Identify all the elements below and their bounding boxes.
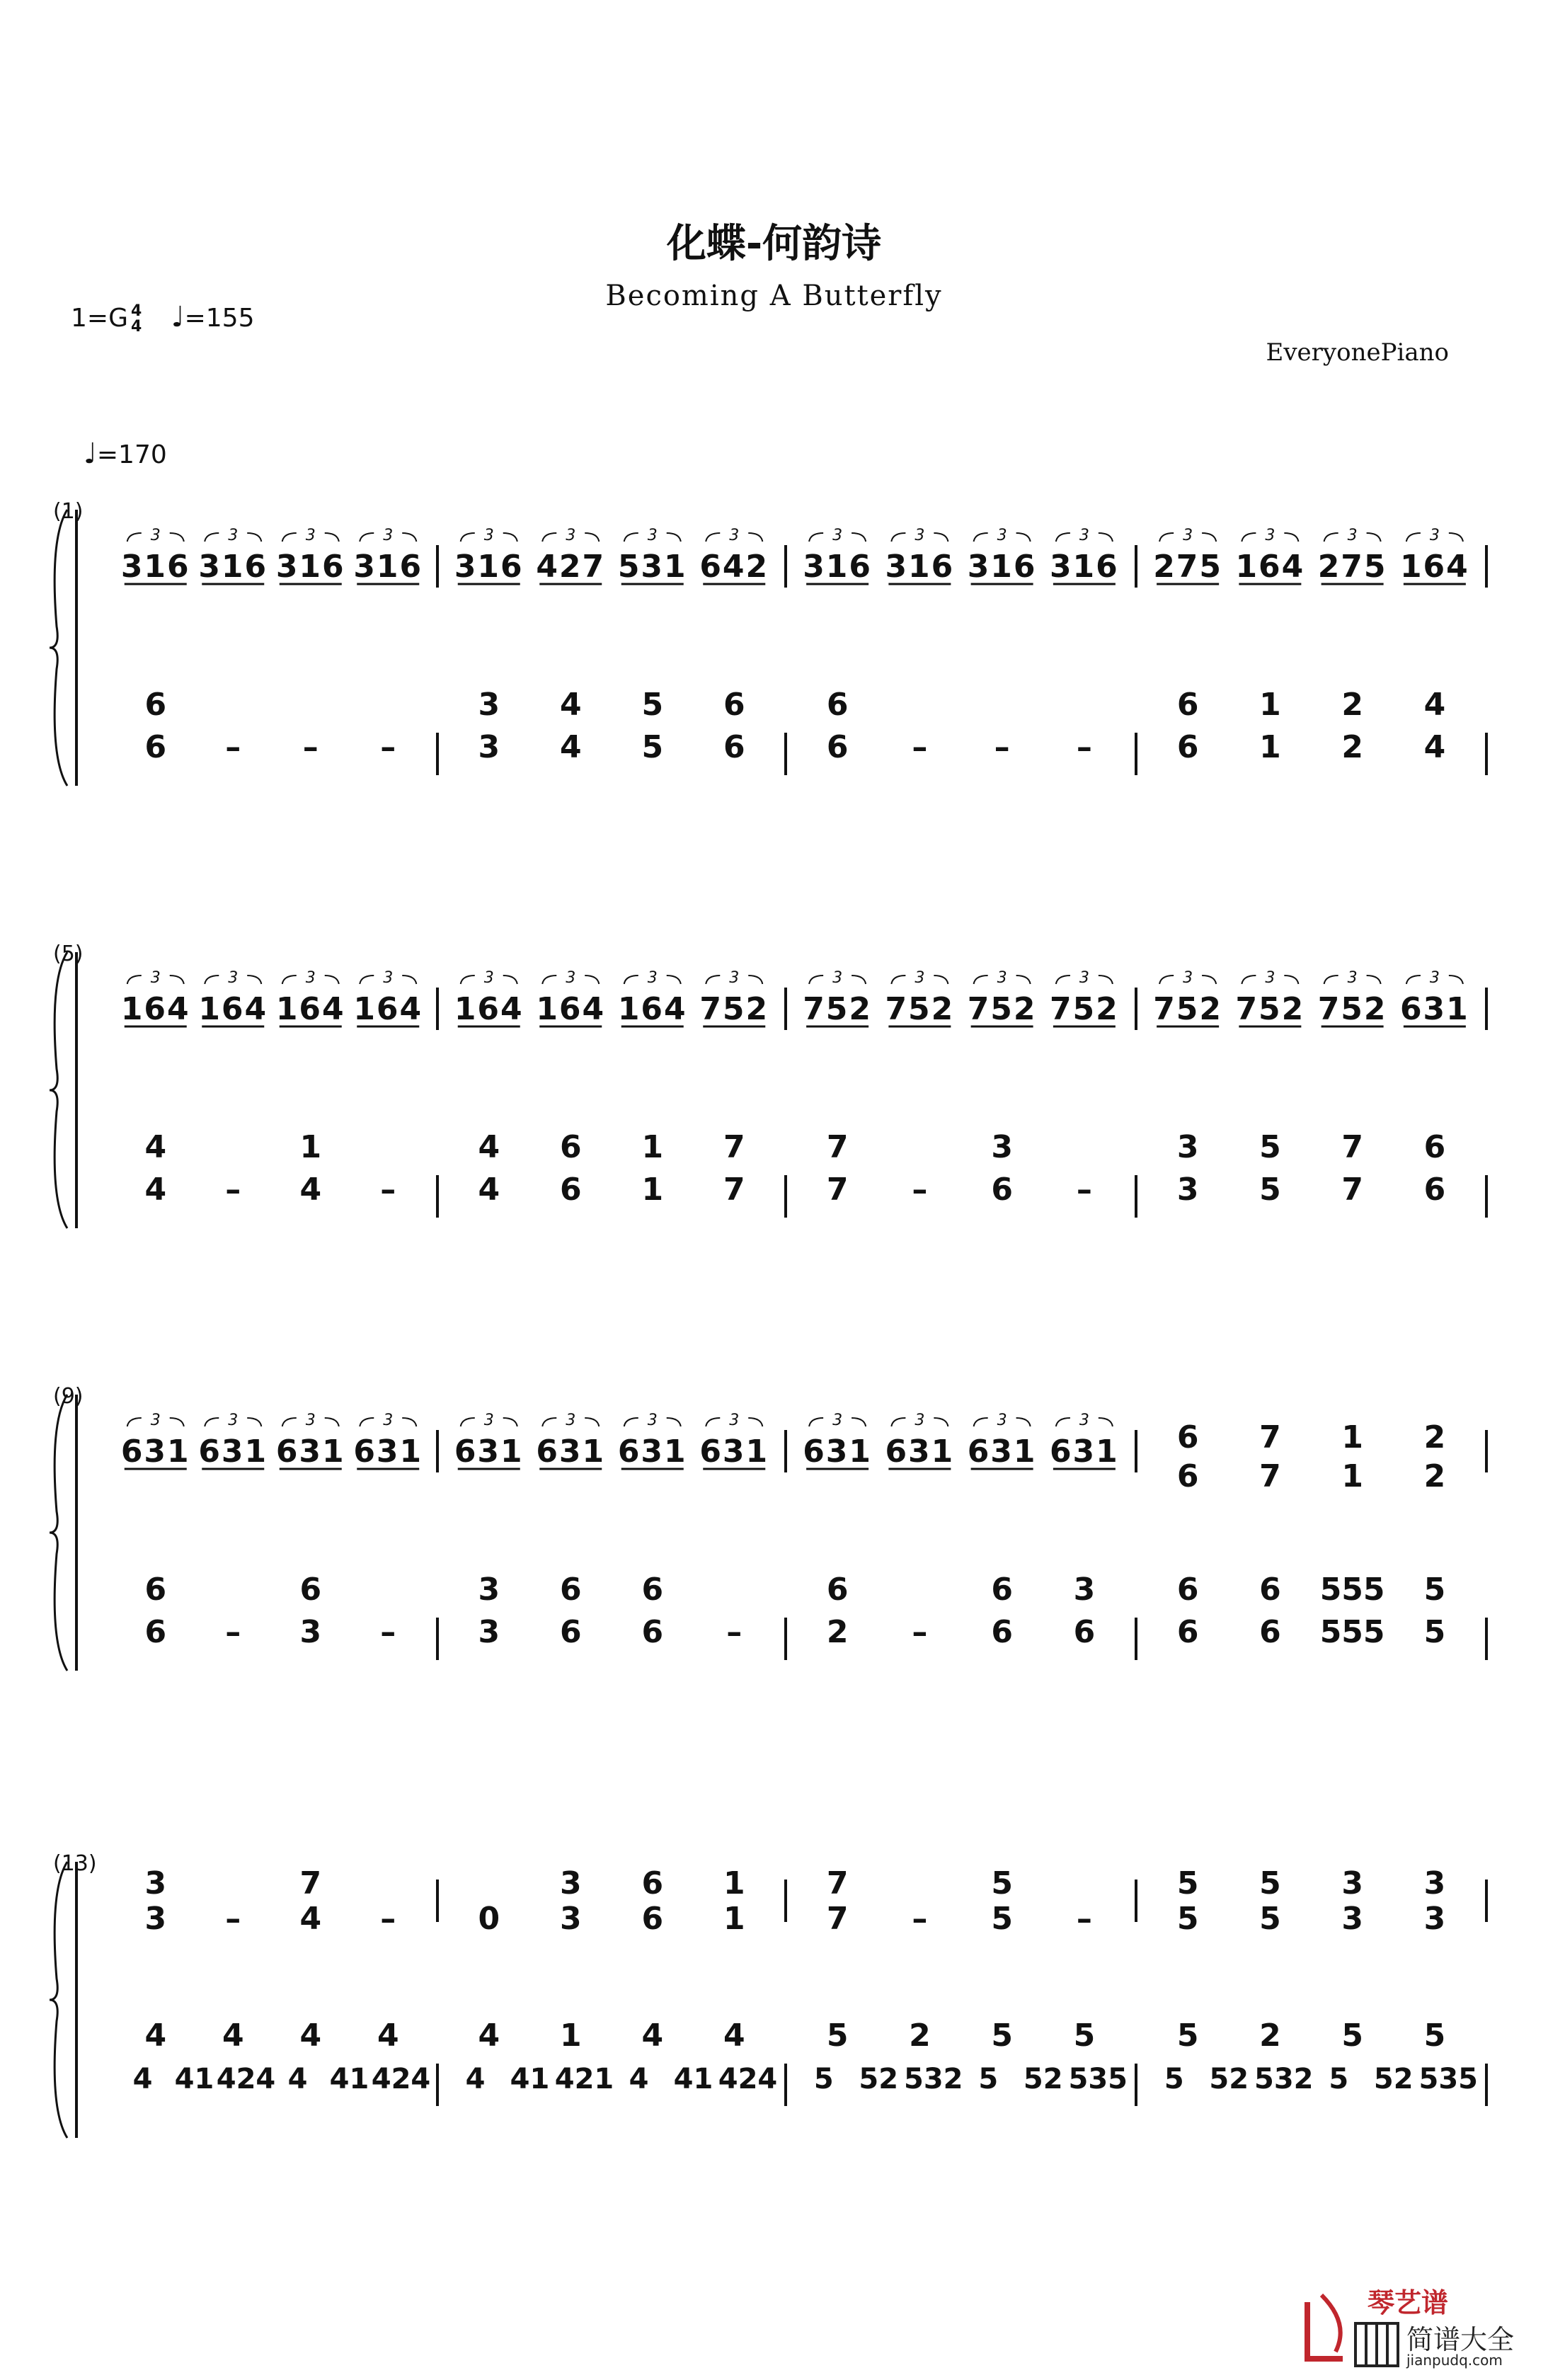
bass-note: 6 [723,729,745,765]
bass-note-group: 424 [216,2063,276,2095]
note-group: 316 [967,549,1037,585]
score-subtitle: Becoming A Butterfly [605,280,943,312]
bass-note: 6 [641,1614,664,1650]
note: 7 [299,1865,322,1901]
note-group: 164 [275,991,345,1027]
note: 5 [1176,1865,1199,1901]
bass-note: 7 [826,1129,849,1165]
triplet-number: 3 [566,969,576,987]
bass-note-group: 532 [904,2063,963,2095]
note-group: 752 [803,991,873,1027]
bass-note: 4 [222,2018,244,2054]
triplet-number: 3 [832,1412,843,1429]
note-group: 631 [454,1434,524,1470]
note-group: 531 [617,549,687,585]
bass-note-group: 424 [371,2063,431,2095]
triplet-number: 3 [997,969,1007,987]
bass-note-group: 535 [1068,2063,1128,2095]
bass-note: 6 [826,729,849,765]
triplet-number: 3 [1429,527,1440,544]
note: 6 [1176,1458,1199,1494]
bass-note: 4 [299,2018,322,2054]
triplet-number: 3 [1265,527,1275,544]
note: 1 [723,1901,745,1937]
note: 7 [1259,1419,1281,1455]
system-label-13: (13) [53,1851,97,1876]
bass-note: 4 [559,729,582,765]
bass-note-group: 41 [174,2063,214,2095]
bass-note: 4 [478,1172,500,1208]
bass-note: 4 [723,2018,745,2054]
quarter-note-icon: ♩ [84,437,97,470]
note: – [380,1901,396,1937]
note-group: 164 [1235,549,1305,585]
bass-note: 7 [723,1129,745,1165]
note: 6 [641,1901,664,1937]
triplet-number: 3 [150,969,161,987]
triplet-number: 3 [150,527,161,544]
triplet-number: 3 [1183,969,1193,987]
note-group: 164 [120,991,190,1027]
bass-note: 6 [1176,729,1199,765]
note: 3 [1423,1865,1446,1901]
arranger-credit: EveryonePiano [1266,338,1449,367]
bass-note: 6 [1423,1129,1446,1165]
bass-note: 6 [144,687,167,723]
bass-note-group: 5 [1164,2063,1184,2095]
note: 4 [299,1901,322,1937]
note: 6 [1176,1419,1199,1455]
watermark-url: jianpudq.com [1406,2352,1503,2369]
bass-note: 3 [478,729,500,765]
system-label-5: (5) [53,942,84,966]
system-brace [50,952,67,1228]
bass-note: 3 [1176,1129,1199,1165]
note: 3 [1341,1901,1363,1937]
bass-note: 6 [1176,1614,1199,1650]
bass-note: 5 [1259,1129,1281,1165]
bass-note: 6 [144,1614,167,1650]
triplet-number: 3 [997,527,1007,544]
note: 0 [478,1901,500,1937]
bass-note: – [1076,729,1092,765]
triplet-number: 3 [228,1412,239,1429]
triplet-number: 3 [228,527,239,544]
bass-note: – [225,1172,241,1208]
note: 3 [1423,1901,1446,1937]
note-group: 631 [803,1434,873,1470]
bass-note-group: 421 [554,2063,614,2095]
note-group: 752 [885,991,955,1027]
note-group: 164 [454,991,524,1027]
bass-note-group: 52 [1373,2063,1414,2095]
note: 3 [144,1901,167,1937]
triplet-number: 3 [566,1412,576,1429]
bass-note: 5 [641,687,664,723]
bass-note-group: 535 [1418,2063,1478,2095]
note: 2 [1423,1458,1446,1494]
bass-note-group: 5 [813,2063,834,2095]
bass-note: 2 [1341,729,1363,765]
bass-note: – [380,729,396,765]
bass-note: 1 [559,2018,582,2054]
triplet-number: 3 [1429,969,1440,987]
bass-note: 3 [299,1614,322,1650]
triplet-number: 3 [305,969,316,987]
note-group: 316 [275,549,345,585]
bass-note: 5 [1176,2018,1199,2054]
bass-note: 7 [1341,1129,1363,1165]
note-group: 631 [885,1434,955,1470]
note-group: 316 [1049,549,1119,585]
bass-note: 6 [991,1572,1013,1608]
note-group: 631 [617,1434,687,1470]
note-group: 631 [275,1434,345,1470]
watermark-brand: 琴艺谱 [1368,2287,1449,2318]
bass-note: 4 [478,1129,500,1165]
bass-note: 1 [299,1129,322,1165]
note: – [225,1901,241,1937]
bass-note: 6 [1259,1572,1281,1608]
bass-note-group: 424 [718,2063,778,2095]
bass-note: 4 [1423,729,1446,765]
note: 7 [826,1865,849,1901]
bass-note: 4 [377,2018,399,2054]
note-group: 631 [1399,991,1469,1027]
system-brace [50,1862,67,2138]
triplet-number: 3 [483,527,494,544]
note-group: 752 [967,991,1037,1027]
bass-note: 6 [559,1614,582,1650]
bass-note: 5 [1259,1172,1281,1208]
note-group: 752 [699,991,769,1027]
bass-note-group: 4 [132,2063,153,2095]
note-group: 752 [1153,991,1223,1027]
note: 3 [559,1865,582,1901]
bass-note: 6 [1073,1614,1096,1650]
bass-note-group: 4 [465,2063,486,2095]
bass-note-group: 41 [329,2063,369,2095]
watermark-text: 简谱大全 [1406,2324,1515,2355]
bass-note: 5 [1423,1572,1446,1608]
system-label-9: (9) [53,1384,84,1409]
bass-note: 6 [559,1172,582,1208]
note: 7 [826,1901,849,1937]
triplet-number: 3 [729,1412,740,1429]
bass-note: 4 [1423,687,1446,723]
note: 6 [641,1865,664,1901]
triplet-number: 3 [1079,969,1089,987]
note: 2 [1423,1419,1446,1455]
bass-note: 6 [991,1172,1013,1208]
bass-note: 3 [991,1129,1013,1165]
bass-note-group: 41 [673,2063,713,2095]
note: 3 [1341,1865,1363,1901]
triplet-number: 3 [832,527,843,544]
bass-note: 6 [641,1572,664,1608]
note: 1 [1341,1419,1363,1455]
bass-note: – [302,729,319,765]
bass-note: 3 [478,1614,500,1650]
bass-note: 4 [478,2018,500,2054]
triplet-number: 3 [1347,527,1358,544]
bass-note: 4 [144,1172,167,1208]
bass-note: – [726,1614,743,1650]
triplet-number: 3 [915,969,925,987]
bass-note: 2 [1341,687,1363,723]
bass-note: 1 [641,1129,664,1165]
bass-note: 5 [1341,2018,1363,2054]
bass-note: 4 [144,1129,167,1165]
bass-note: 6 [1176,687,1199,723]
note-group: 316 [120,549,190,585]
bass-note: 555 [1319,1572,1385,1608]
note-group: 164 [617,991,687,1027]
note-group: 316 [885,549,955,585]
note-group: 427 [536,549,606,585]
triplet-number: 3 [566,527,576,544]
bass-note-group: 5 [1329,2063,1349,2095]
triplet-number: 3 [483,969,494,987]
triplet-number: 3 [647,1412,658,1429]
bass-note: – [912,1172,928,1208]
bass-note: 4 [559,687,582,723]
system-label-1: (1) [53,499,84,524]
note: 3 [559,1901,582,1937]
triplet-number: 3 [915,527,925,544]
bass-note: 1 [641,1172,664,1208]
bass-note-group: 4 [629,2063,649,2095]
triplet-number: 3 [1079,527,1089,544]
triplet-number: 3 [832,969,843,987]
system-brace [50,1395,67,1671]
note: 1 [723,1865,745,1901]
quarter-note-icon: ♩ [171,301,185,333]
note: 5 [1259,1901,1281,1937]
bass-note: – [912,729,928,765]
bass-note: 4 [299,1172,322,1208]
note-group: 316 [803,549,873,585]
bass-note: 555 [1319,1614,1385,1650]
bass-note: 6 [826,687,849,723]
bass-note: 2 [909,2018,931,2054]
bass-note-group: 5 [978,2063,999,2095]
triplet-number: 3 [1265,969,1275,987]
note-group: 631 [120,1434,190,1470]
triplet-number: 3 [997,1412,1007,1429]
bass-note: – [380,1614,396,1650]
note-group: 631 [1049,1434,1119,1470]
note-group: 275 [1317,549,1387,585]
bass-note: 5 [991,2018,1013,2054]
note: 7 [1259,1458,1281,1494]
triplet-number: 3 [647,969,658,987]
note: 5 [1259,1865,1281,1901]
bass-note: 4 [144,2018,167,2054]
bass-note: 5 [826,2018,849,2054]
note-group: 642 [699,549,769,585]
tempo-initial: =155 [184,304,255,333]
triplet-number: 3 [1079,1412,1089,1429]
bass-note: 5 [1073,2018,1096,2054]
note-group: 316 [454,549,524,585]
note-group: 164 [1399,549,1469,585]
triplet-number: 3 [729,969,740,987]
triplet-number: 3 [383,1412,394,1429]
bass-note-group: 41 [510,2063,550,2095]
bass-note-group: 52 [1023,2063,1063,2095]
bass-note: 6 [299,1572,322,1608]
bass-note: 3 [478,1572,500,1608]
note-group: 752 [1235,991,1305,1027]
bass-note: – [380,1172,396,1208]
system-brace [50,510,67,786]
note: – [1076,1901,1092,1937]
watermark-logo [1300,2281,1527,2373]
key-text: 1=G [71,304,128,333]
note-group: 316 [198,549,268,585]
triplet-number: 3 [228,969,239,987]
score-title: 化蝶-何韵诗 [666,221,882,267]
note: – [912,1901,928,1937]
note-group: 164 [353,991,423,1027]
bass-note: 3 [1176,1172,1199,1208]
bass-note: 6 [559,1129,582,1165]
bass-note: – [994,729,1010,765]
bass-note: 1 [1259,687,1281,723]
bass-note: 3 [1073,1572,1096,1608]
note-group: 631 [699,1434,769,1470]
triplet-number: 3 [729,527,740,544]
bass-note: 6 [1423,1172,1446,1208]
note: 3 [144,1865,167,1901]
bass-note: 7 [723,1172,745,1208]
note-group: 316 [353,549,423,585]
tempo-marking: ♩=170 [84,437,167,470]
bass-note: 7 [826,1172,849,1208]
bass-note: 6 [826,1572,849,1608]
bass-note: – [912,1614,928,1650]
bass-note: 6 [723,687,745,723]
bass-note: 2 [1259,2018,1281,2054]
bass-note-group: 532 [1254,2063,1314,2095]
note-group: 631 [536,1434,606,1470]
triplet-number: 3 [383,527,394,544]
triplet-number: 3 [305,1412,316,1429]
bass-note: 7 [1341,1172,1363,1208]
note-group: 752 [1317,991,1387,1027]
triplet-number: 3 [483,1412,494,1429]
bass-note: 6 [559,1572,582,1608]
bass-note: 6 [1259,1614,1281,1650]
triplet-number: 3 [150,1412,161,1429]
bass-note: 2 [826,1614,849,1650]
note: 1 [1341,1458,1363,1494]
triplet-number: 3 [305,527,316,544]
bass-note: 3 [478,687,500,723]
note: 5 [991,1865,1013,1901]
note-group: 164 [536,991,606,1027]
note-group: 164 [198,991,268,1027]
bass-note: 6 [144,1572,167,1608]
time-signature: 4 4 [130,302,142,336]
triplet-number: 3 [647,527,658,544]
bass-note: 6 [144,729,167,765]
note-group: 752 [1049,991,1119,1027]
triplet-number: 3 [1347,969,1358,987]
bass-note: 4 [641,2018,664,2054]
note: 5 [1176,1901,1199,1937]
bass-note: – [225,729,241,765]
bass-note: – [225,1614,241,1650]
bass-note-group: 52 [1209,2063,1249,2095]
bass-note: 5 [1423,2018,1446,2054]
bass-note-group: 52 [859,2063,899,2095]
bass-note: 5 [1423,1614,1446,1650]
triplet-number: 3 [1183,527,1193,544]
note-group: 631 [967,1434,1037,1470]
bass-note-group: 4 [287,2063,308,2095]
triplet-number: 3 [383,969,394,987]
bass-note: 1 [1259,729,1281,765]
bass-note: – [1076,1172,1092,1208]
bass-note: 6 [991,1614,1013,1650]
bass-note: 5 [641,729,664,765]
note-group: 275 [1153,549,1223,585]
note-group: 631 [353,1434,423,1470]
bass-note: 6 [1176,1572,1199,1608]
note-group: 631 [198,1434,268,1470]
note: 5 [991,1901,1013,1937]
triplet-number: 3 [915,1412,925,1429]
